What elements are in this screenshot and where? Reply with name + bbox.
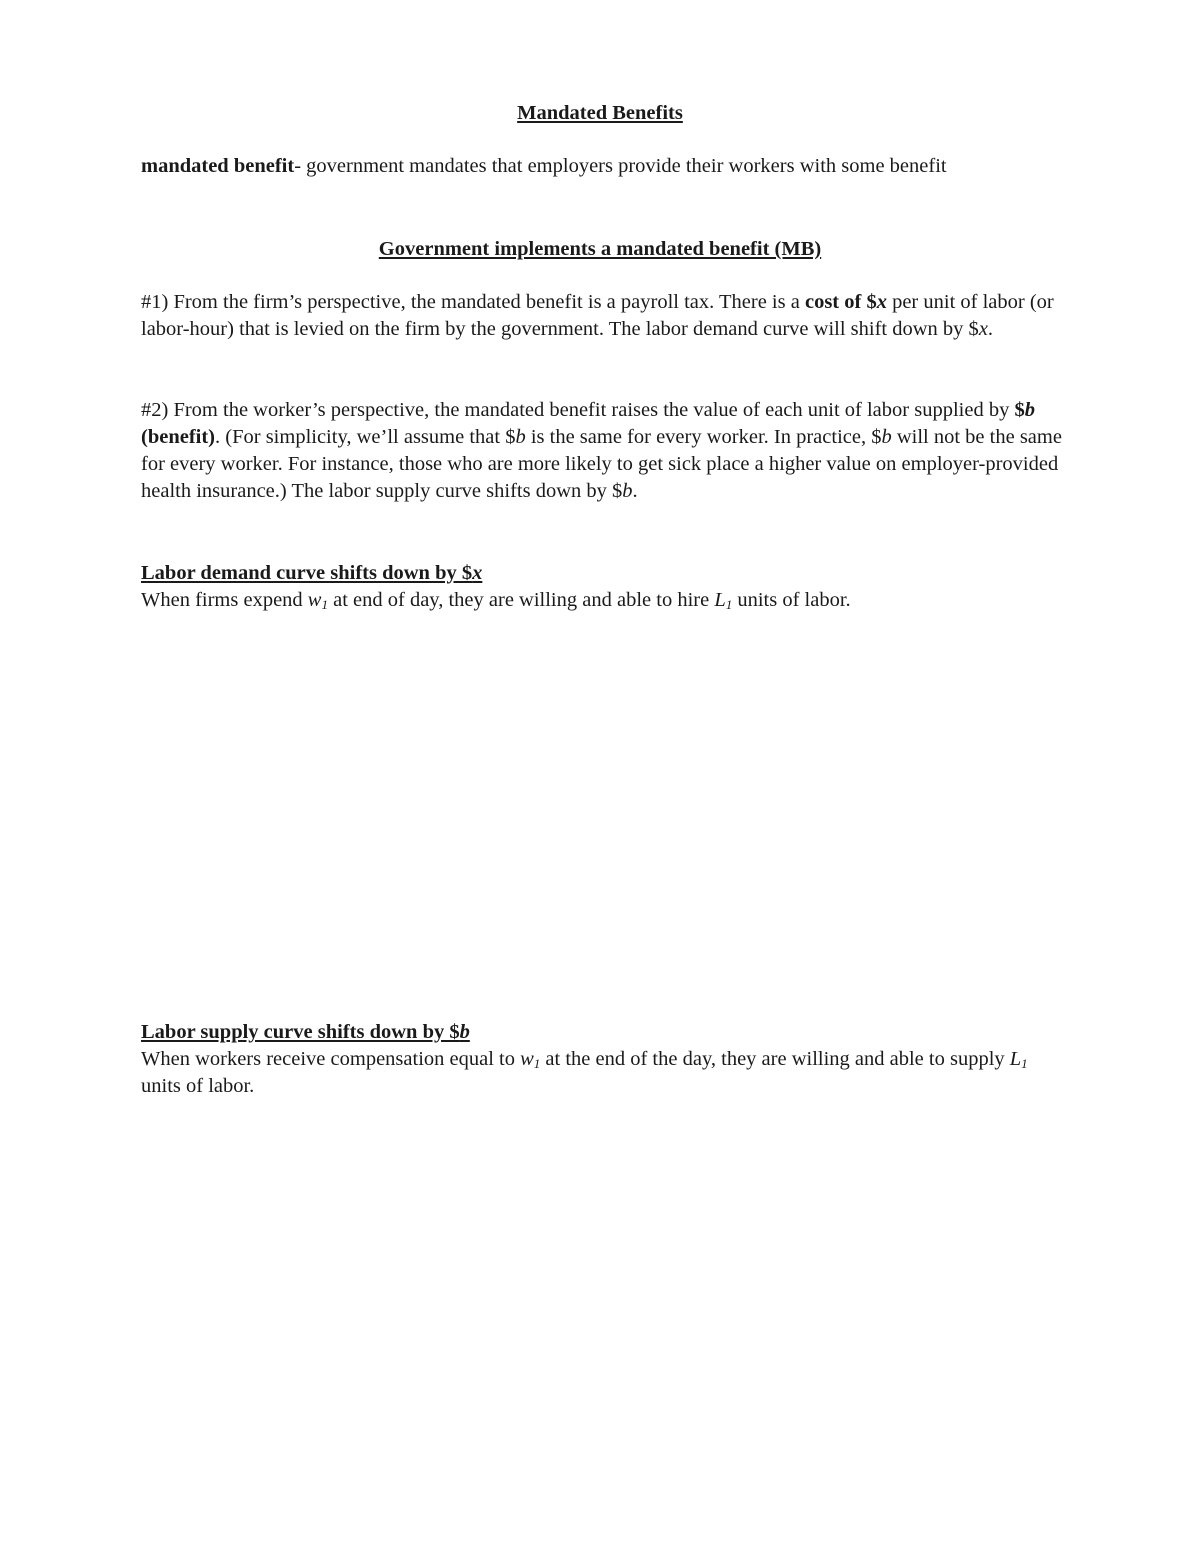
demand-labor-symbol: L: [714, 589, 726, 611]
demand-wage-symbol: w: [307, 589, 322, 611]
point-2-text-d: will not be the same for every worker. For instance, those who are more likely to get sick place a higher value on employer-provided health insurance.) The labor supply curve shifts down by $: [141, 426, 1062, 502]
point-2-text-e: .: [632, 480, 638, 502]
point-1-cost-var: x: [876, 291, 887, 313]
demand-text-b: at end of day, they are willing and able to hire: [327, 589, 715, 611]
point-2-dollar: $: [1014, 399, 1025, 421]
supply-labor-symbol: L: [1009, 1048, 1022, 1070]
supply-heading-var: b: [459, 1021, 470, 1043]
point-2-paragraph: [141, 397, 1066, 505]
point-1-cost-label: cost of $: [804, 291, 877, 313]
supply-text-a: When workers receive compensation equal to: [141, 1048, 521, 1070]
point-2-var-b2: b: [881, 426, 892, 448]
supply-labor: [1010, 1048, 1028, 1070]
point-2-text-a: #2) From the worker’s perspective, the mandated benefit raises the value of each unit of labor supplied by: [141, 399, 1015, 421]
demand-text: [141, 587, 1066, 614]
definition-term: mandated benefit: [141, 155, 295, 177]
demand-section: [141, 560, 1066, 614]
point-2-var-b1: b: [515, 426, 526, 448]
demand-text-c: units of labor.: [732, 589, 851, 611]
section-heading: Government implements a mandated benefit (MB): [378, 238, 822, 260]
point-1-var-x: x: [978, 318, 988, 340]
demand-wage: [308, 589, 328, 611]
supply-labor-subscript: 1: [1021, 1056, 1028, 1071]
supply-wage-symbol: w: [520, 1048, 534, 1070]
definition-paragraph: [141, 153, 1066, 180]
supply-text: [141, 1046, 1066, 1100]
point-2-var-b3: b: [622, 480, 633, 502]
supply-text-b: at the end of the day, they are willing and able to supply: [540, 1048, 1010, 1070]
supply-heading-text: Labor supply curve shifts down by $: [141, 1021, 460, 1043]
demand-heading-var: x: [472, 562, 483, 584]
point-1-text-c: .: [987, 318, 994, 340]
supply-wage: [520, 1048, 540, 1070]
page-title: Mandated Benefits: [517, 102, 683, 124]
point-2-text-b: . (For simplicity, we’ll assume that $: [215, 426, 516, 448]
demand-wage-subscript: 1: [321, 597, 328, 612]
supply-wage-subscript: 1: [533, 1056, 541, 1071]
demand-heading: [141, 560, 1066, 587]
point-1-paragraph: [141, 289, 1066, 343]
demand-heading-text: Labor demand curve shifts down by $: [141, 562, 473, 584]
point-1-cost-bold: [805, 291, 887, 313]
point-1-text-a: #1) From the firm’s perspective, the mandated benefit is a payroll tax. There is a: [141, 291, 805, 313]
point-2-benefit-label: (benefit): [141, 426, 216, 448]
supply-text-c: units of labor.: [141, 1075, 255, 1097]
demand-labor: [714, 589, 732, 611]
point-2-text-c: is the same for every worker. In practice, $: [525, 426, 882, 448]
demand-text-a: When firms expend: [141, 589, 308, 611]
point-2-benefit-var: b: [1024, 399, 1035, 421]
demand-labor-subscript: 1: [725, 597, 733, 612]
point-1-text-b: per unit of labor (or labor-hour) that is levied on the firm by the government. The labor demand curve will shift down by $: [141, 291, 1054, 340]
supply-section: [141, 1019, 1066, 1100]
supply-heading: [141, 1019, 1066, 1046]
definition-text: - government mandates that employers provide their workers with some benefit: [294, 155, 947, 177]
